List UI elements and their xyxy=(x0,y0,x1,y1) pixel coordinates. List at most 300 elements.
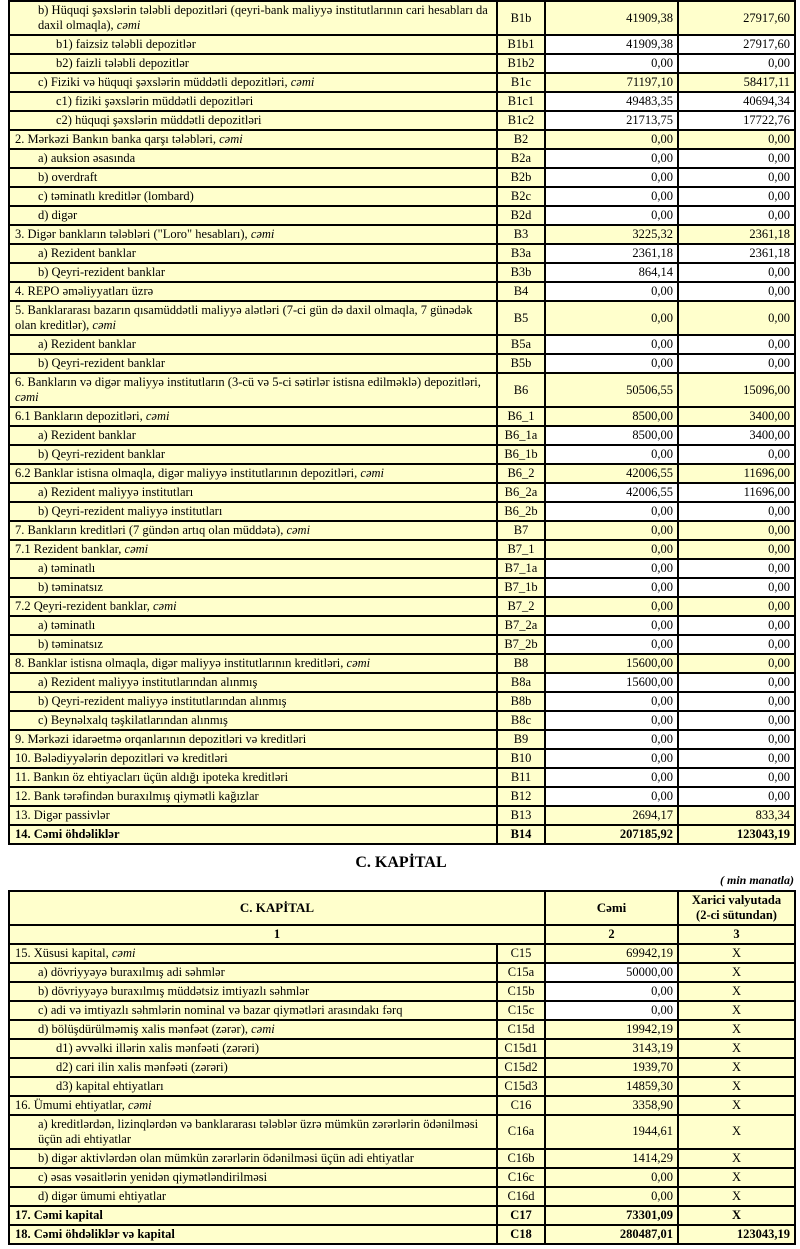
table-row xyxy=(9,1225,795,1244)
row-value-fx: X xyxy=(678,1058,795,1077)
row-value-total: 0,00 xyxy=(545,168,678,187)
row-value-total: 0,00 xyxy=(545,335,678,354)
row-value-total: 0,00 xyxy=(545,692,678,711)
row-value-total: 2361,18 xyxy=(545,244,678,263)
row-code: B13 xyxy=(497,806,545,825)
row-value-total: 69942,19 xyxy=(545,944,678,963)
row-value-total: 0,00 xyxy=(545,1187,678,1206)
row-label: a) təminatlı xyxy=(9,616,497,635)
row-value-total: 71197,10 xyxy=(545,73,678,92)
row-label: b) Qeyri-rezident banklar xyxy=(9,263,497,282)
row-value-fx: 0,00 xyxy=(678,654,795,673)
row-label-italic-suffix: cəmi xyxy=(15,390,39,404)
row-label: d2) cari ilin xalis mənfəəti (zərəri) xyxy=(9,1058,497,1077)
row-value-fx: 11696,00 xyxy=(678,464,795,483)
row-label: 4. REPO əməliyyatları üzrə xyxy=(9,282,497,301)
row-code: B11 xyxy=(497,768,545,787)
table-row xyxy=(9,768,795,787)
table-row xyxy=(9,1,795,35)
row-value-fx: 0,00 xyxy=(678,206,795,225)
row-code: C16b xyxy=(497,1149,545,1168)
colnum-1: 1 xyxy=(9,925,545,944)
row-label: 5. Banklararası bazarın qısamüddətli maliyyə alətləri (7-ci gün də daxil olmaqla, 7 günədək olan kreditlər), cəmi xyxy=(9,301,497,335)
row-code: C16 xyxy=(497,1096,545,1115)
row-value-fx: 40694,34 xyxy=(678,92,795,111)
row-label: 8. Banklar istisna olmaqla, digər maliyyə institutlarının kreditləri, cəmi xyxy=(9,654,497,673)
row-value-total: 50000,00 xyxy=(545,963,678,982)
row-value-total: 0,00 xyxy=(545,502,678,521)
row-code: B1c xyxy=(497,73,545,92)
table-row xyxy=(9,373,795,407)
table-row xyxy=(9,149,795,168)
row-code: B5a xyxy=(497,335,545,354)
row-value-fx: 0,00 xyxy=(678,749,795,768)
row-code: C18 xyxy=(497,1225,545,1244)
row-label: 6. Bankların və digər maliyyə institutların (3-cü və 5-ci sətirlər istisna edilməklə) depozitləri, cəmi xyxy=(9,373,497,407)
row-code: B1c2 xyxy=(497,111,545,130)
row-value-fx: 123043,19 xyxy=(678,1225,795,1244)
table-row xyxy=(9,502,795,521)
table-row xyxy=(9,301,795,335)
row-value-fx: X xyxy=(678,1206,795,1225)
row-code: B1c1 xyxy=(497,92,545,111)
row-code: B6_2 xyxy=(497,464,545,483)
table-row xyxy=(9,1206,795,1225)
row-value-total: 19942,19 xyxy=(545,1020,678,1039)
row-value-fx: 0,00 xyxy=(678,787,795,806)
row-code: B8b xyxy=(497,692,545,711)
row-value-total: 0,00 xyxy=(545,445,678,464)
row-value-fx: 58417,11 xyxy=(678,73,795,92)
row-label: b) overdraft xyxy=(9,168,497,187)
capital-colnum-row xyxy=(9,925,795,944)
row-value-total: 0,00 xyxy=(545,711,678,730)
table-row xyxy=(9,130,795,149)
row-label-italic-suffix: cəmi xyxy=(152,599,177,613)
row-code: B4 xyxy=(497,282,545,301)
row-label: 11. Bankın öz ehtiyacları üçün aldığı ipoteka kreditləri xyxy=(9,768,497,787)
row-code: B7_2a xyxy=(497,616,545,635)
row-code: C17 xyxy=(497,1206,545,1225)
row-value-fx: 123043,19 xyxy=(678,825,795,844)
capital-table xyxy=(8,890,796,1245)
row-code: C15d3 xyxy=(497,1077,545,1096)
row-value-fx: 0,00 xyxy=(678,445,795,464)
row-value-fx: 0,00 xyxy=(678,354,795,373)
row-value-total: 3143,19 xyxy=(545,1039,678,1058)
row-label: a) kreditlərdən, lizinqlərdən və banklararası tələblər üzrə mümkün zərərlərin ödənilməsi üçün adi ehtiyatlar xyxy=(9,1115,497,1149)
row-label: b) Hüquqi şəxslərin tələbli depozitləri (qeyri-bank maliyyə institutlarının cari hesabları da daxil olmaqla), cəmi xyxy=(9,1,497,35)
table-row xyxy=(9,54,795,73)
table-row xyxy=(9,963,795,982)
row-code: B1b2 xyxy=(497,54,545,73)
row-value-fx: 15096,00 xyxy=(678,373,795,407)
row-code: B7_2 xyxy=(497,597,545,616)
row-label-italic-suffix: cəmi xyxy=(251,1021,275,1036)
row-label-italic-suffix: cəmi xyxy=(145,409,170,423)
table-row xyxy=(9,1168,795,1187)
row-value-fx: 0,00 xyxy=(678,282,795,301)
row-code: B6_2b xyxy=(497,502,545,521)
row-value-total: 0,00 xyxy=(545,54,678,73)
row-value-total: 0,00 xyxy=(545,578,678,597)
row-value-total: 0,00 xyxy=(545,768,678,787)
row-label-italic-suffix: cəmi xyxy=(360,466,385,480)
row-label-italic-suffix: cəmi xyxy=(290,75,315,89)
row-code: B6_1a xyxy=(497,426,545,445)
row-label: c) Fiziki və hüquqi şəxslərin müddətli depozitləri, cəmi xyxy=(9,73,497,92)
table-row xyxy=(9,426,795,445)
row-code: B10 xyxy=(497,749,545,768)
row-value-total: 0,00 xyxy=(545,730,678,749)
row-code: C16a xyxy=(497,1115,545,1149)
row-label: 12. Bank tərəfindən buraxılmış qiymətli kağızlar xyxy=(9,787,497,806)
row-label: a) Rezident banklar xyxy=(9,244,497,263)
row-code: B8a xyxy=(497,673,545,692)
row-label: b) dövriyyəyə buraxılmış müddətsiz imtiyazlı səhmlər xyxy=(9,982,497,1001)
section-title: C. KAPİTAL xyxy=(355,854,447,871)
row-label-italic-suffix: cəmi xyxy=(286,523,311,537)
table-row xyxy=(9,1115,795,1149)
row-value-fx: 0,00 xyxy=(678,730,795,749)
row-value-total: 42006,55 xyxy=(545,464,678,483)
row-code: B7_2b xyxy=(497,635,545,654)
row-value-total: 8500,00 xyxy=(545,407,678,426)
colnum-2: 2 xyxy=(545,925,678,944)
row-value-total: 0,00 xyxy=(545,282,678,301)
row-code: C15 xyxy=(497,944,545,963)
table-row xyxy=(9,806,795,825)
row-code: B6_1b xyxy=(497,445,545,464)
table-row xyxy=(9,635,795,654)
row-value-fx: X xyxy=(678,963,795,982)
table-row xyxy=(9,282,795,301)
table-row xyxy=(9,559,795,578)
row-label: d) digər ümumi ehtiyatlar xyxy=(9,1187,497,1206)
table-row xyxy=(9,111,795,130)
row-value-fx: 0,00 xyxy=(678,335,795,354)
row-value-total: 0,00 xyxy=(545,787,678,806)
row-label: d) digər xyxy=(9,206,497,225)
row-label: b) Qeyri-rezident banklar xyxy=(9,445,497,464)
row-code: B7 xyxy=(497,521,545,540)
row-label-italic-suffix: cəmi xyxy=(250,227,275,241)
table-row xyxy=(9,521,795,540)
row-label: a) təminatlı xyxy=(9,559,497,578)
row-label: b) Qeyri-rezident maliyyə institutları xyxy=(9,502,497,521)
row-value-total: 0,00 xyxy=(545,301,678,335)
table-row xyxy=(9,73,795,92)
row-value-fx: X xyxy=(678,1077,795,1096)
row-label: 3. Digər bankların tələbləri ("Loro" hesabları), cəmi xyxy=(9,225,497,244)
row-value-total: 280487,01 xyxy=(545,1225,678,1244)
row-label: b) təminatsız xyxy=(9,635,497,654)
table-row xyxy=(9,168,795,187)
row-label: 18. Cəmi öhdəliklər və kapital xyxy=(9,1225,497,1244)
row-value-fx: 0,00 xyxy=(678,187,795,206)
row-label-italic-suffix: cəmi xyxy=(111,945,136,960)
row-value-total: 0,00 xyxy=(545,187,678,206)
row-value-total: 0,00 xyxy=(545,982,678,1001)
row-value-fx: 0,00 xyxy=(678,301,795,335)
row-code: B5b xyxy=(497,354,545,373)
row-value-total: 0,00 xyxy=(545,616,678,635)
row-value-total: 8500,00 xyxy=(545,426,678,445)
row-value-fx: 0,00 xyxy=(678,635,795,654)
row-code: B2d xyxy=(497,206,545,225)
row-label: 10. Bələdiyyələrin depozitləri və kreditləri xyxy=(9,749,497,768)
capital-header-title: C. KAPİTAL xyxy=(9,891,545,925)
row-value-total: 3225,32 xyxy=(545,225,678,244)
table-row xyxy=(9,982,795,1001)
row-value-total: 0,00 xyxy=(545,749,678,768)
row-value-total: 0,00 xyxy=(545,1001,678,1020)
row-code: B8 xyxy=(497,654,545,673)
row-value-total: 0,00 xyxy=(545,206,678,225)
row-value-total: 15600,00 xyxy=(545,654,678,673)
row-value-fx: 2361,18 xyxy=(678,244,795,263)
row-value-total: 207185,92 xyxy=(545,825,678,844)
table-row xyxy=(9,1039,795,1058)
row-value-total: 0,00 xyxy=(545,521,678,540)
row-value-fx: X xyxy=(678,1096,795,1115)
row-code: C16c xyxy=(497,1168,545,1187)
row-label: b) Qeyri-rezident banklar xyxy=(9,354,497,373)
table-row xyxy=(9,787,795,806)
row-value-total: 0,00 xyxy=(545,1168,678,1187)
table-row xyxy=(9,1096,795,1115)
table-row xyxy=(9,407,795,426)
row-value-fx: 0,00 xyxy=(678,54,795,73)
row-label: c) əsas vəsaitlərin yenidən qiymətləndirilməsi xyxy=(9,1168,497,1187)
table-row xyxy=(9,692,795,711)
table-row xyxy=(9,1020,795,1039)
row-label: 7.2 Qeyri-rezident banklar, cəmi xyxy=(9,597,497,616)
row-code: B6 xyxy=(497,373,545,407)
row-code: B6_1 xyxy=(497,407,545,426)
row-value-total: 0,00 xyxy=(545,635,678,654)
row-label: 9. Mərkəzi idarəetmə orqanlarının depozitləri və kreditləri xyxy=(9,730,497,749)
table-row xyxy=(9,597,795,616)
row-code: B2c xyxy=(497,187,545,206)
table-row xyxy=(9,730,795,749)
row-value-fx: 0,00 xyxy=(678,616,795,635)
row-label: 7.1 Rezident banklar, cəmi xyxy=(9,540,497,559)
row-code: C15b xyxy=(497,982,545,1001)
row-code: B14 xyxy=(497,825,545,844)
table-row xyxy=(9,464,795,483)
row-value-fx: 0,00 xyxy=(678,502,795,521)
colnum-3: 3 xyxy=(678,925,795,944)
row-value-fx: X xyxy=(678,1001,795,1020)
row-label: c) Beynəlxalq təşkilatlarından alınmış xyxy=(9,711,497,730)
row-label-italic-suffix: cəmi xyxy=(124,542,149,556)
table-row xyxy=(9,944,795,963)
row-label: 6.2 Banklar istisna olmaqla, digər maliyyə institutlarının depozitləri, cəmi xyxy=(9,464,497,483)
row-label: 7. Bankların kreditləri (7 gündən artıq olan müddətə), cəmi xyxy=(9,521,497,540)
row-code: B3b xyxy=(497,263,545,282)
table-row xyxy=(9,825,795,844)
row-label-italic-suffix: cəmi xyxy=(92,318,117,332)
table-row xyxy=(9,654,795,673)
row-value-total: 0,00 xyxy=(545,597,678,616)
row-code: B1b1 xyxy=(497,35,545,54)
table-row xyxy=(9,1058,795,1077)
row-value-fx: 27917,60 xyxy=(678,35,795,54)
table-row xyxy=(9,1077,795,1096)
row-value-total: 50506,55 xyxy=(545,373,678,407)
row-label: b) Qeyri-rezident maliyyə institutlarından alınmış xyxy=(9,692,497,711)
row-value-fx: 0,00 xyxy=(678,559,795,578)
row-value-total: 41909,38 xyxy=(545,1,678,35)
row-value-fx: X xyxy=(678,944,795,963)
table-row xyxy=(9,92,795,111)
row-code: B3 xyxy=(497,225,545,244)
row-code: B1b xyxy=(497,1,545,35)
row-label: c1) fiziki şəxslərin müddətli depozitləri xyxy=(9,92,497,111)
row-label: 17. Cəmi kapital xyxy=(9,1206,497,1225)
row-value-fx: X xyxy=(678,1149,795,1168)
row-code: B9 xyxy=(497,730,545,749)
row-value-fx: 0,00 xyxy=(678,692,795,711)
row-code: B5 xyxy=(497,301,545,335)
row-value-fx: X xyxy=(678,1115,795,1149)
row-label: a) Rezident maliyyə institutları xyxy=(9,483,497,502)
table-row xyxy=(9,335,795,354)
row-label: 13. Digər passivlər xyxy=(9,806,497,825)
row-label: b1) faizsiz tələbli depozitlər xyxy=(9,35,497,54)
row-label: 16. Ümumi ehtiyatlar, cəmi xyxy=(9,1096,497,1115)
row-label-italic-suffix: cəmi xyxy=(219,132,243,146)
row-value-total: 0,00 xyxy=(545,559,678,578)
table-row xyxy=(9,244,795,263)
row-label: b) təminatsız xyxy=(9,578,497,597)
table-row xyxy=(9,263,795,282)
row-value-fx: X xyxy=(678,982,795,1001)
row-label-italic-suffix: cəmi xyxy=(116,18,141,32)
row-value-fx: 0,00 xyxy=(678,521,795,540)
table-row xyxy=(9,673,795,692)
row-value-total: 0,00 xyxy=(545,354,678,373)
row-label: a) Rezident banklar xyxy=(9,426,497,445)
row-value-fx: 11696,00 xyxy=(678,483,795,502)
units-note: ( min manatla) xyxy=(719,873,794,888)
row-value-fx: 17722,76 xyxy=(678,111,795,130)
row-value-fx: 0,00 xyxy=(678,540,795,559)
row-label: a) Rezident maliyyə institutlarından alınmış xyxy=(9,673,497,692)
row-label: a) dövriyyəyə buraxılmış adi səhmlər xyxy=(9,963,497,982)
row-value-fx: X xyxy=(678,1039,795,1058)
row-label: c2) hüquqi şəxslərin müddətli depozitləri xyxy=(9,111,497,130)
row-code: C16d xyxy=(497,1187,545,1206)
row-code: B7_1 xyxy=(497,540,545,559)
row-code: B6_2a xyxy=(497,483,545,502)
table-row xyxy=(9,578,795,597)
table-row xyxy=(9,749,795,768)
row-value-total: 864,14 xyxy=(545,263,678,282)
row-label: 15. Xüsusi kapital, cəmi xyxy=(9,944,497,963)
row-value-fx: 833,34 xyxy=(678,806,795,825)
row-value-fx: X xyxy=(678,1187,795,1206)
row-value-fx: 0,00 xyxy=(678,673,795,692)
row-code: C15a xyxy=(497,963,545,982)
capital-header-total: Cəmi xyxy=(545,891,678,925)
row-value-total: 0,00 xyxy=(545,130,678,149)
row-code: B7_1b xyxy=(497,578,545,597)
row-value-fx: 3400,00 xyxy=(678,407,795,426)
table-row xyxy=(9,540,795,559)
table-row xyxy=(9,711,795,730)
row-value-fx: 0,00 xyxy=(678,149,795,168)
row-label: a) auksion əsasında xyxy=(9,149,497,168)
row-value-total: 14859,30 xyxy=(545,1077,678,1096)
row-value-total: 42006,55 xyxy=(545,483,678,502)
capital-header-row xyxy=(9,891,795,925)
row-value-fx: 0,00 xyxy=(678,168,795,187)
table-row xyxy=(9,35,795,54)
row-value-total: 15600,00 xyxy=(545,673,678,692)
row-value-total: 1939,70 xyxy=(545,1058,678,1077)
row-value-fx: 0,00 xyxy=(678,597,795,616)
row-value-total: 3358,90 xyxy=(545,1096,678,1115)
row-code: B2b xyxy=(497,168,545,187)
row-code: B2 xyxy=(497,130,545,149)
capital-header-fx-line1: Xarici valyutada xyxy=(691,892,782,907)
row-value-fx: X xyxy=(678,1020,795,1039)
row-label: 2. Mərkəzi Bankın banka qarşı tələbləri, cəmi xyxy=(9,130,497,149)
row-value-fx: 0,00 xyxy=(678,263,795,282)
row-label: b2) faizli tələbli depozitlər xyxy=(9,54,497,73)
capital-header-fx xyxy=(678,891,795,925)
table-row xyxy=(9,445,795,464)
row-value-fx: X xyxy=(678,1168,795,1187)
row-label-italic-suffix: cəmi xyxy=(346,656,371,670)
row-value-fx: 0,00 xyxy=(678,578,795,597)
row-label: d) bölüşdürülməmiş xalis mənfəət (zərər), cəmi xyxy=(9,1020,497,1039)
row-code: B2a xyxy=(497,149,545,168)
row-label-italic-suffix: cəmi xyxy=(128,1097,152,1112)
row-value-fx: 0,00 xyxy=(678,130,795,149)
row-value-fx: 3400,00 xyxy=(678,426,795,445)
row-value-fx: 27917,60 xyxy=(678,1,795,35)
row-code: B12 xyxy=(497,787,545,806)
row-label: d1) əvvəlki illərin xalis mənfəəti (zərəri) xyxy=(9,1039,497,1058)
row-value-total: 21713,75 xyxy=(545,111,678,130)
row-code: B7_1a xyxy=(497,559,545,578)
row-value-total: 41909,38 xyxy=(545,35,678,54)
row-code: C15d xyxy=(497,1020,545,1039)
row-value-total: 1944,61 xyxy=(545,1115,678,1149)
row-label: a) Rezident banklar xyxy=(9,335,497,354)
table-row xyxy=(9,187,795,206)
row-label: c) adi və imtiyazlı səhmlərin nominal və bazar qiymətləri arasındakı fərq xyxy=(9,1001,497,1020)
table-row xyxy=(9,225,795,244)
capital-header-fx-line2: (2-ci sütundan) xyxy=(696,907,777,922)
row-code: B8c xyxy=(497,711,545,730)
table-row xyxy=(9,1187,795,1206)
row-code: C15d2 xyxy=(497,1058,545,1077)
row-label: 14. Cəmi öhdəliklər xyxy=(9,825,497,844)
table-row xyxy=(9,1001,795,1020)
row-code: B3a xyxy=(497,244,545,263)
table-row xyxy=(9,1149,795,1168)
row-value-total: 0,00 xyxy=(545,540,678,559)
table-row xyxy=(9,483,795,502)
row-value-total: 49483,35 xyxy=(545,92,678,111)
row-value-fx: 0,00 xyxy=(678,768,795,787)
row-label: b) digər aktivlərdən olan mümkün zərərlərin ödənilməsi üçün adi ehtiyatlar xyxy=(9,1149,497,1168)
row-code: C15d1 xyxy=(497,1039,545,1058)
